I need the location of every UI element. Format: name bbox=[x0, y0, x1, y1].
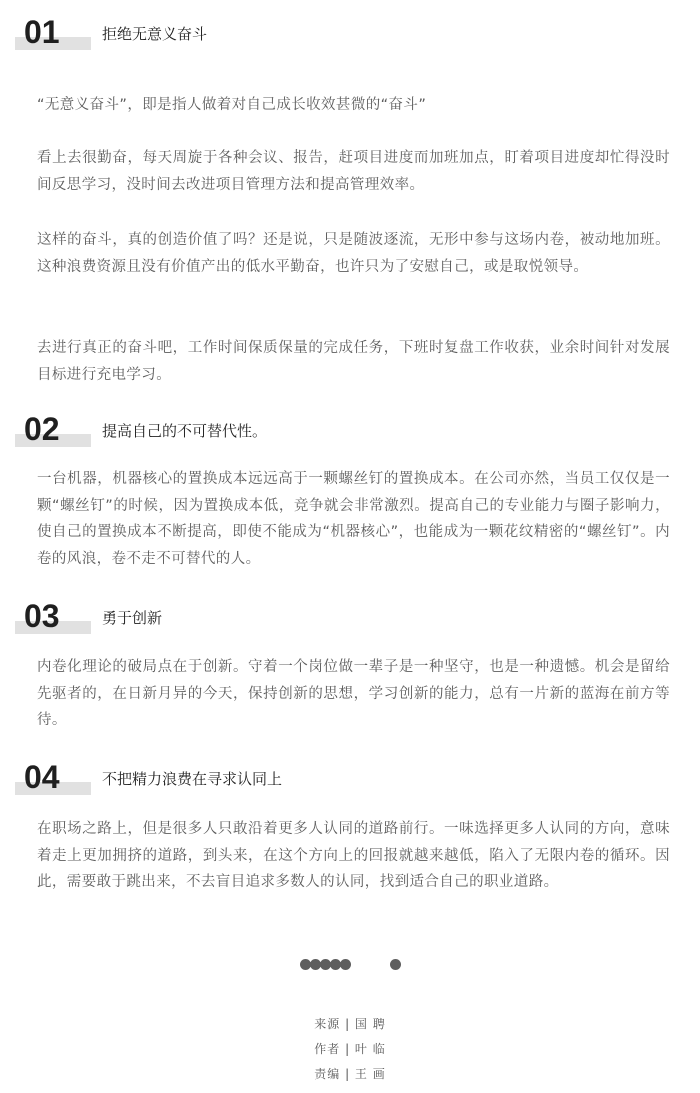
paragraph: 这样的奋斗，真的创造价值了吗？还是说，只是随波逐流，无形中参与这场内卷，被动地加班。这种浪费资源且没有价值产出的低水平勤奋，也许只为了安慰自己，或是取悦领导。 bbox=[37, 232, 670, 275]
section-title: 提高自己的不可替代性。 bbox=[102, 422, 268, 440]
paragraph: “无意义奋斗”，即是指人做着对自己成长收效甚微的“奋斗” bbox=[37, 97, 427, 113]
dot-icon bbox=[390, 959, 401, 970]
credit-editor: 责编 | 王 画 bbox=[314, 1067, 386, 1081]
paragraph: 内卷化理论的破局点在于创新。守着一个岗位做一辈子是一种坚守，也是一种遗憾。机会是留给先驱者的，在日新月异的今天，保持创新的思想，学习创新的能力，总有一片新的蓝海在前方等待。 bbox=[37, 659, 670, 728]
credit-source: 来源 | 国 聘 bbox=[314, 1017, 386, 1031]
section-number: 01 bbox=[24, 14, 60, 50]
paragraph: 一台机器，机器核心的置换成本远远高于一颗螺丝钉的置换成本。在公司亦然，当员工仅仅是一颗“螺丝钉”的时候，因为置换成本低，竞争就会非常激烈。提高自己的专业能力与圈子影响力，使自己的置换成本不断提高，即使不能成为“机器核心”，也能成为一颗花纹精密的“螺丝钉”。内卷的风浪，卷不走不可替代的人。 bbox=[37, 471, 670, 567]
section-03-header bbox=[15, 597, 685, 637]
dot-icon bbox=[340, 959, 351, 970]
paragraph: 在职场之路上，但是很多人只敢沿着更多人认同的道路前行。一味选择更多人认同的方向，意味着走上更加拥挤的道路，到头来，在这个方向上的回报就越来越低，陷入了无限内卷的循环。因此，需要敢于跳出来，不去盲目追求多数人的认同，找到适合自己的职业道路。 bbox=[37, 821, 670, 890]
section-number: 03 bbox=[24, 598, 60, 634]
section-number-badge bbox=[15, 410, 91, 450]
section-01-header bbox=[15, 13, 685, 53]
credit-author: 作者 | 叶 临 bbox=[314, 1042, 386, 1056]
section-number: 02 bbox=[24, 411, 60, 447]
dot-divider bbox=[0, 958, 700, 972]
paragraph: 看上去很勤奋，每天周旋于各种会议、报告，赶项目进度而加班加点，盯着项目进度却忙得没时间反思学习，没时间去改进项目管理方法和提高管理效率。 bbox=[37, 150, 670, 193]
section-number: 04 bbox=[24, 759, 60, 795]
section-number-badge bbox=[15, 758, 91, 798]
section-number-badge bbox=[15, 597, 91, 637]
section-number-badge bbox=[15, 13, 91, 53]
section-title: 拒绝无意义奋斗 bbox=[102, 25, 208, 43]
section-02-header bbox=[15, 410, 685, 450]
section-title: 勇于创新 bbox=[102, 609, 163, 627]
paragraph: 去进行真正的奋斗吧，工作时间保质保量的完成任务，下班时复盘工作收获，业余时间针对发展目标进行充电学习。 bbox=[37, 340, 670, 383]
section-04-header bbox=[15, 758, 685, 798]
section-title: 不把精力浪费在寻求认同上 bbox=[102, 770, 283, 788]
